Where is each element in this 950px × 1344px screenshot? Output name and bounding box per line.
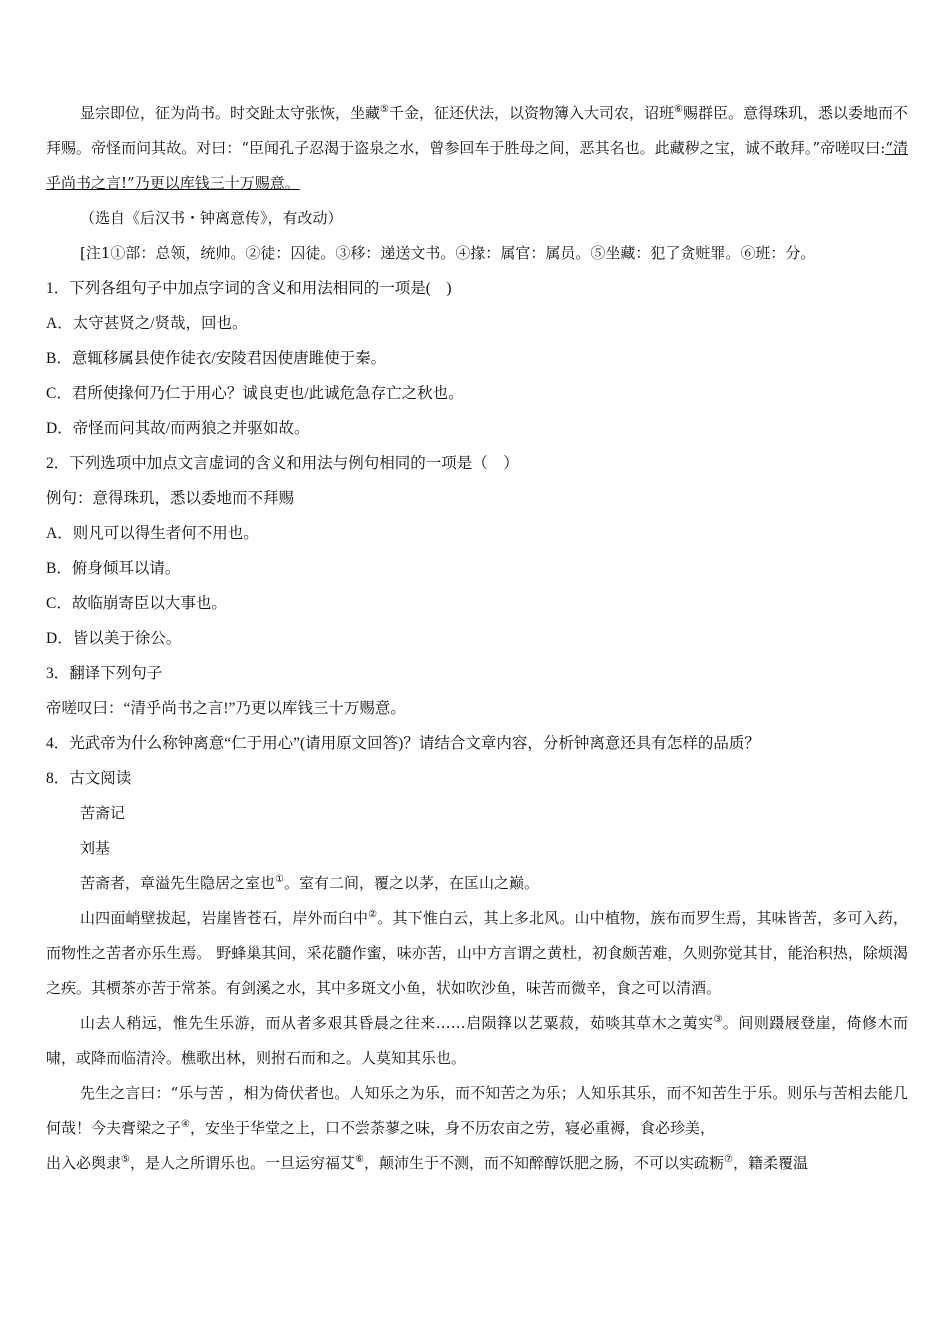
footnote-marker: ⑤: [121, 1154, 130, 1165]
option-line: D．皆以美于徐公。: [46, 630, 182, 647]
footnote-marker: ⑤: [380, 104, 389, 115]
option-line: A．太守甚贤之/贤哉，回也。: [46, 315, 248, 332]
underlined-sentence: “清乎尚书之言!”乃更以库钱三十万赐意。: [46, 139, 908, 192]
option-line: D．帝怪而问其故/而两狼之并驱如故。: [46, 420, 310, 437]
footnote-marker: ④: [181, 1119, 190, 1130]
option-line: C．君所使掾何乃仁于用心？诚良吏也/此诚危急存亡之秋也。: [46, 385, 464, 402]
footnote-marker: ⑥: [355, 1154, 364, 1165]
question-line: 3．翻译下列句子: [46, 665, 163, 682]
passage2-paragraph: 山四面峭壁拔起，岩崖皆苍石，岸外而臼中②。其下惟白云，其上多北风。山中植物，族布而罗生焉，其味皆苦，多可入药，而物性之苦者亦乐生焉。 野蜂巢其间，采花髓作蜜，味亦苦，山中方言谓之黄杜，初食颇苦难，久则弥觉其甘，能治积热，除烦渴之疾。其槚茶亦苦于常茶。有剑溪之水，其中多斑文小鱼，状如吹沙鱼，味苦而微辛，食之可以清酒。: [46, 909, 908, 997]
passage2-title: 苦斋记: [80, 804, 126, 822]
footnotes: [注1①部：总领，统帅。②徒：囚徒。③移：递送文书。④掾：属官：属员。⑤坐藏：犯了贪赃罪。⑥班：分。: [80, 244, 816, 262]
question-line: 2．下列选项中加点文言虚词的含义和用法与例句相同的一项是（ ）: [46, 455, 519, 472]
passage1-paragraph: 显宗即位，征为尚书。时交趾太守张恢，坐藏⑤千金，征还伏法，以资物簿入大司农，诏班⑥赐群臣。意得珠玑，悉以委地而不拜赐。帝怪而问其故。对曰：“臣闻孔子忍渴于盗泉之水，曾参回车于胜母之间，恶其名也。此藏秽之宝，诚不敢拜。”帝嗟叹曰:“清乎尚书之言!”乃更以库钱三十万赐意。: [46, 104, 908, 192]
document-page: [46, 96, 908, 1181]
passage2-paragraph-continued: 出入必舆隶⑤，是人之所谓乐也。一旦运穷福艾⑥，颠沛生于不测，而不知醉醇饫肥之肠，不可以实疏粝⑦，籍柔覆温: [46, 1154, 808, 1172]
footnote-marker: ③: [713, 1014, 723, 1025]
translate-sentence: 帝嗟叹曰：“清乎尚书之言!”乃更以库钱三十万赐意。: [46, 700, 406, 717]
option-line: B．俯身倾耳以请。: [46, 560, 181, 577]
option-line: A．则凡可以得生者何不用也。: [46, 525, 259, 542]
passage2-paragraph: 先生之言曰：“乐与苦 ，相为倚伏者也。人知乐之为乐，而不知苦之为乐；人知乐其乐，而不知苦生于乐。则乐与苦相去能几何哉！今夫膏梁之子④，安坐于华堂之上，口不尝荼蓼之味，身不历农亩之劳，寝必重褥，食必珍美，: [46, 1084, 908, 1137]
footnote-marker: ⑦: [723, 1154, 733, 1165]
footnote-marker: ①: [275, 874, 284, 885]
option-line: B．意辄移属县使作徒衣/安陵君因使唐雎使于秦。: [46, 350, 387, 367]
question-line: 4．光武帝为什么称钟离意“仁于用心”(请用原文回答)？请结合文章内容，分析钟离意还具有怎样的品质？: [46, 735, 760, 752]
passage2-paragraph: 山去人稍远，惟先生乐游，而从者多艰其昏晨之往来……启陨箨以艺粟菽，茹啖其草木之荑实③。间则蹑屐登崖，倚修木而啸，或降而临清泠。樵歌出林，则拊石而和之。人莫知其乐也。: [46, 1014, 908, 1067]
passage2-paragraph: 苦斋者，章溢先生隐居之室也①。室有二间，覆之以茅，在匡山之巅。: [80, 874, 539, 892]
option-line: C．故临崩寄臣以大事也。: [46, 595, 227, 612]
example-line: 例句：意得珠玑，悉以委地而不拜赐: [46, 490, 295, 507]
footnote-marker: ⑥: [674, 104, 683, 115]
question-line: 1．下列各组句子中加点字词的含义和用法相同的一项是( ): [46, 280, 452, 297]
footnote-marker: ②: [368, 909, 378, 920]
passage2-author: 刘基: [80, 839, 111, 857]
source-citation: （选自《后汉书・钟离意传》，有改动）: [80, 209, 343, 227]
section-heading: 8．古文阅读: [46, 770, 132, 787]
